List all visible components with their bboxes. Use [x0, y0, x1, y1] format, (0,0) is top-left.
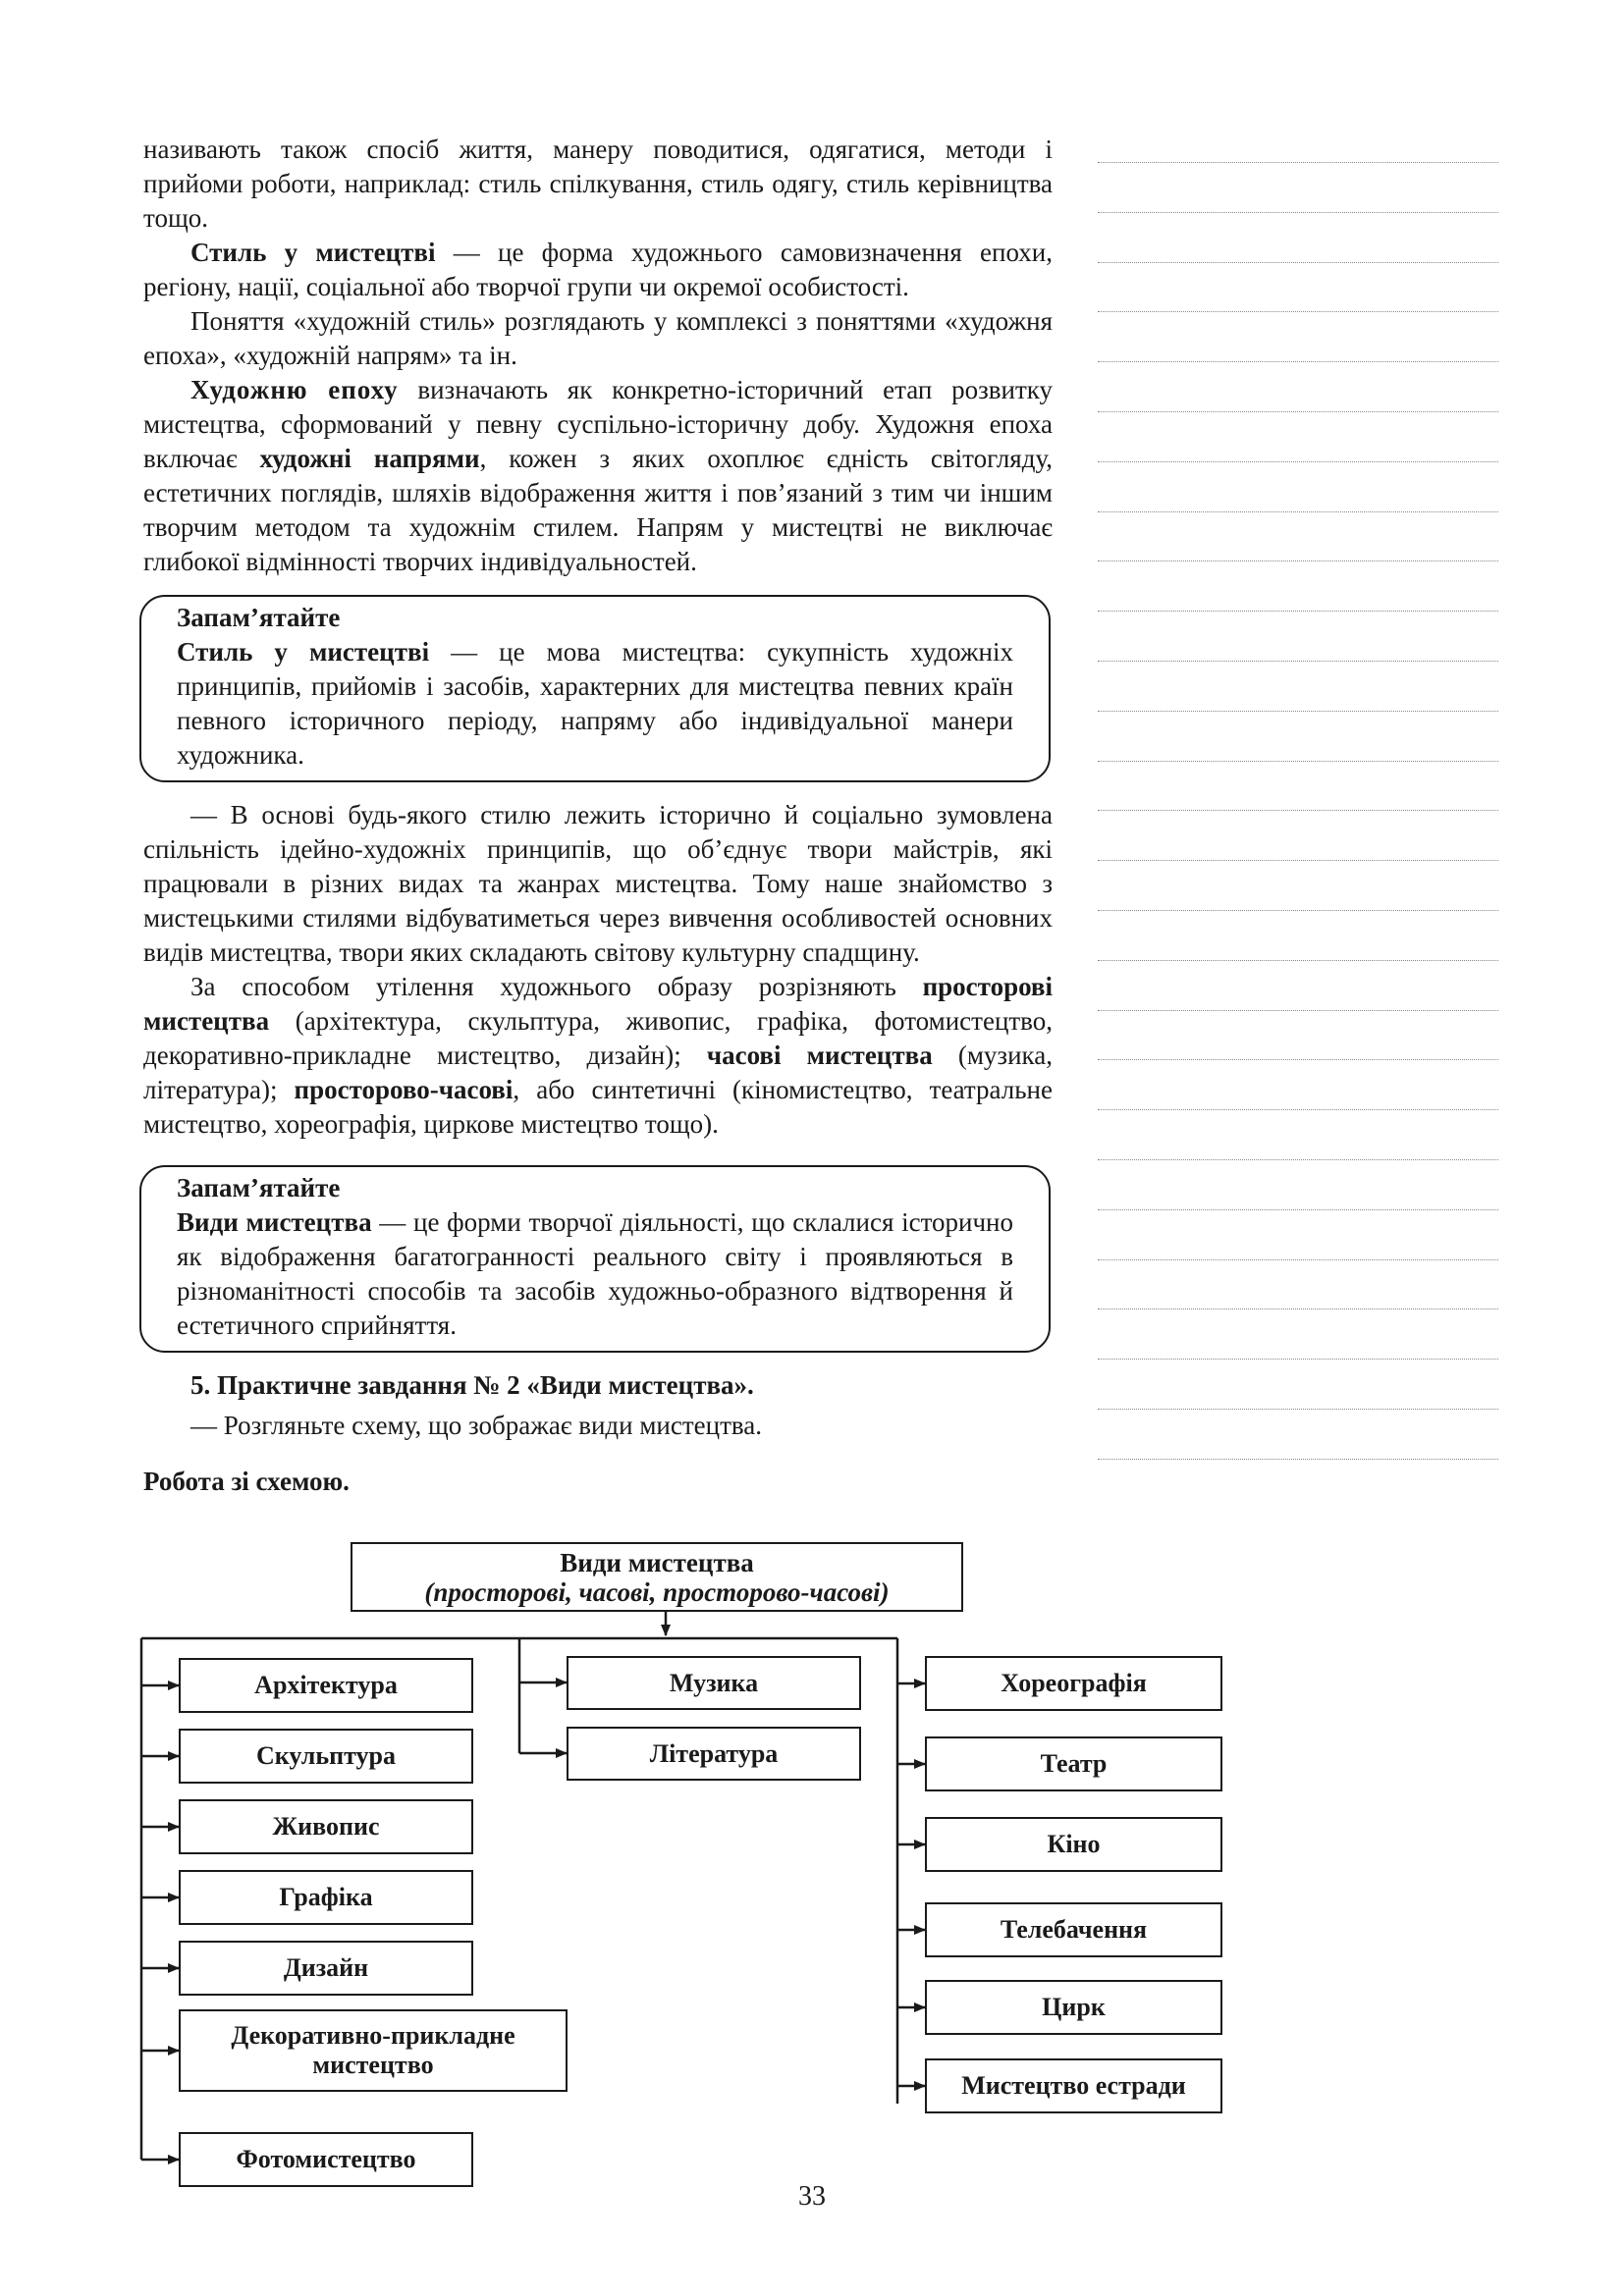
note-line — [1098, 162, 1498, 163]
diagram-root-title: Види мистецтва — [560, 1547, 754, 1577]
note-line — [1098, 910, 1498, 911]
term-style-in-art: Стиль у мистецтві — [190, 238, 436, 267]
remember-title: Запам’ятайте — [177, 1173, 341, 1202]
note-line — [1098, 1109, 1498, 1110]
node-photo-art: Фотомистецтво — [179, 2132, 473, 2187]
paragraph: Художню епоху визначають як конкретно-історичний етап розвитку мистецтва, сформований у певну суспільно-історичну добу. Художня епоха включає художні напрями, кожен з яких охоплює єдність світогляду, естетичних поглядів, шляхів відображення життя і пов’язаний з тим чи іншим творчим методом та художнім стилем. Напрям у мистецтві не виключає глибокої відмінності творчих індивідуальностей. — [143, 375, 1053, 576]
note-line — [1098, 1010, 1498, 1011]
node-television: Телебачення — [925, 1902, 1222, 1957]
remember-text: Стиль у мистецтві — це мова мистецтва: сукупність художніх принципів, прийомів і засобів, характерних для мистецтва певних країн певного історичного періоду, напряму або індивідуальної манери художника. — [177, 637, 1013, 770]
node-cinema: Кіно — [925, 1817, 1222, 1872]
node-music: Музика — [567, 1656, 861, 1710]
note-line — [1098, 860, 1498, 861]
note-line — [1098, 1359, 1498, 1360]
note-line — [1098, 1459, 1498, 1460]
node-design: Дизайн — [179, 1941, 473, 1996]
note-line — [1098, 461, 1498, 462]
section-title: Робота зі схемою. — [143, 1467, 350, 1496]
node-theatre: Театр — [925, 1736, 1222, 1791]
note-line — [1098, 411, 1498, 412]
task-text: — Розгляньте схему, що зображає види мистецтва. — [190, 1411, 763, 1440]
note-line — [1098, 1259, 1498, 1260]
paragraph: називають також спосіб життя, манеру поводитися, одягатися, методи і прийоми роботи, наприклад: стиль спілкування, стиль одягу, стиль керівництва тощо. — [143, 134, 1053, 233]
node-choreography: Хореографія — [925, 1656, 1222, 1711]
node-architecture: Архітектура — [179, 1658, 473, 1713]
note-line — [1098, 611, 1498, 612]
note-line — [1098, 1209, 1498, 1210]
node-estrada: Мистецтво естради — [925, 2058, 1222, 2113]
note-line — [1098, 1409, 1498, 1410]
main-text — [143, 133, 1053, 1443]
remember-box — [139, 595, 1051, 782]
note-line — [1098, 761, 1498, 762]
note-line — [1098, 1308, 1498, 1309]
node-circus: Цирк — [925, 1980, 1222, 2035]
paragraph: — В основі будь-якого стилю лежить історично й соціально зумовлена спільність ідейно-художніх принципів, що об’єднує твори майстрів, які працювали в різних видах та жанрах мистецтва. Тому наше знайомство з мистецькими стилями відбуватиметься через вивчення особливостей основних видів мистецтва, твори яких складають світову культурну спадщину. — [143, 800, 1053, 967]
remember-box — [139, 1165, 1051, 1353]
note-line — [1098, 960, 1498, 961]
node-painting: Живопис — [179, 1799, 473, 1854]
note-line — [1098, 711, 1498, 712]
task-title: 5. Практичне завдання № 2 «Види мистецтва». — [190, 1370, 754, 1400]
note-line — [1098, 311, 1498, 312]
paragraph: Стиль у мистецтві — це форма художнього самовизначення епохи, регіону, нації, соціальної або творчої групи чи окремої особистості. — [143, 238, 1054, 301]
remember-title: Запам’ятайте — [177, 603, 341, 632]
node-sculpture: Скульптура — [179, 1729, 473, 1784]
note-line — [1098, 810, 1498, 811]
diagram-root — [351, 1542, 963, 1612]
note-line — [1098, 262, 1498, 263]
term-art-epoch: Художню епоху — [190, 375, 399, 404]
note-line — [1098, 1159, 1498, 1160]
page-number: 33 — [798, 2181, 826, 2212]
note-line — [1098, 361, 1498, 362]
note-line — [1098, 661, 1498, 662]
note-line — [1098, 1059, 1498, 1060]
node-literature: Література — [567, 1727, 861, 1781]
node-graphics: Графіка — [179, 1870, 473, 1925]
diagram-root-subtitle: (просторові, часові, просторово-часові) — [424, 1576, 890, 1607]
paragraph: Поняття «художній стиль» розглядають у комплексі з поняттями «художня епоха», «художній напрям» та ін. — [143, 306, 1053, 370]
note-line — [1098, 511, 1498, 512]
note-line — [1098, 212, 1498, 213]
remember-text: Види мистецтва — це форми творчої діяльності, що склалися історично як відображення багатогранності реального світу і проявляються в різноманітності способів та засобів художньо-образного відтворення й естетичного сприйняття. — [177, 1207, 1014, 1340]
paragraph: За способом утілення художнього образу розрізняють просторові мистецтва (архітектура, скульптура, живопис, графіка, фотомистецтво, декоративно-прикладне мистецтво, дизайн); часові мистецтва (музика, література); просторово-часові, або синтетичні (кіномистецтво, театральне мистецтво, хореографія, циркове мистецтво тощо). — [143, 972, 1053, 1139]
node-decorative-art: Декоративно-прикладне мистецтво — [179, 2009, 568, 2092]
term-art-directions: художні напрями — [259, 444, 480, 473]
